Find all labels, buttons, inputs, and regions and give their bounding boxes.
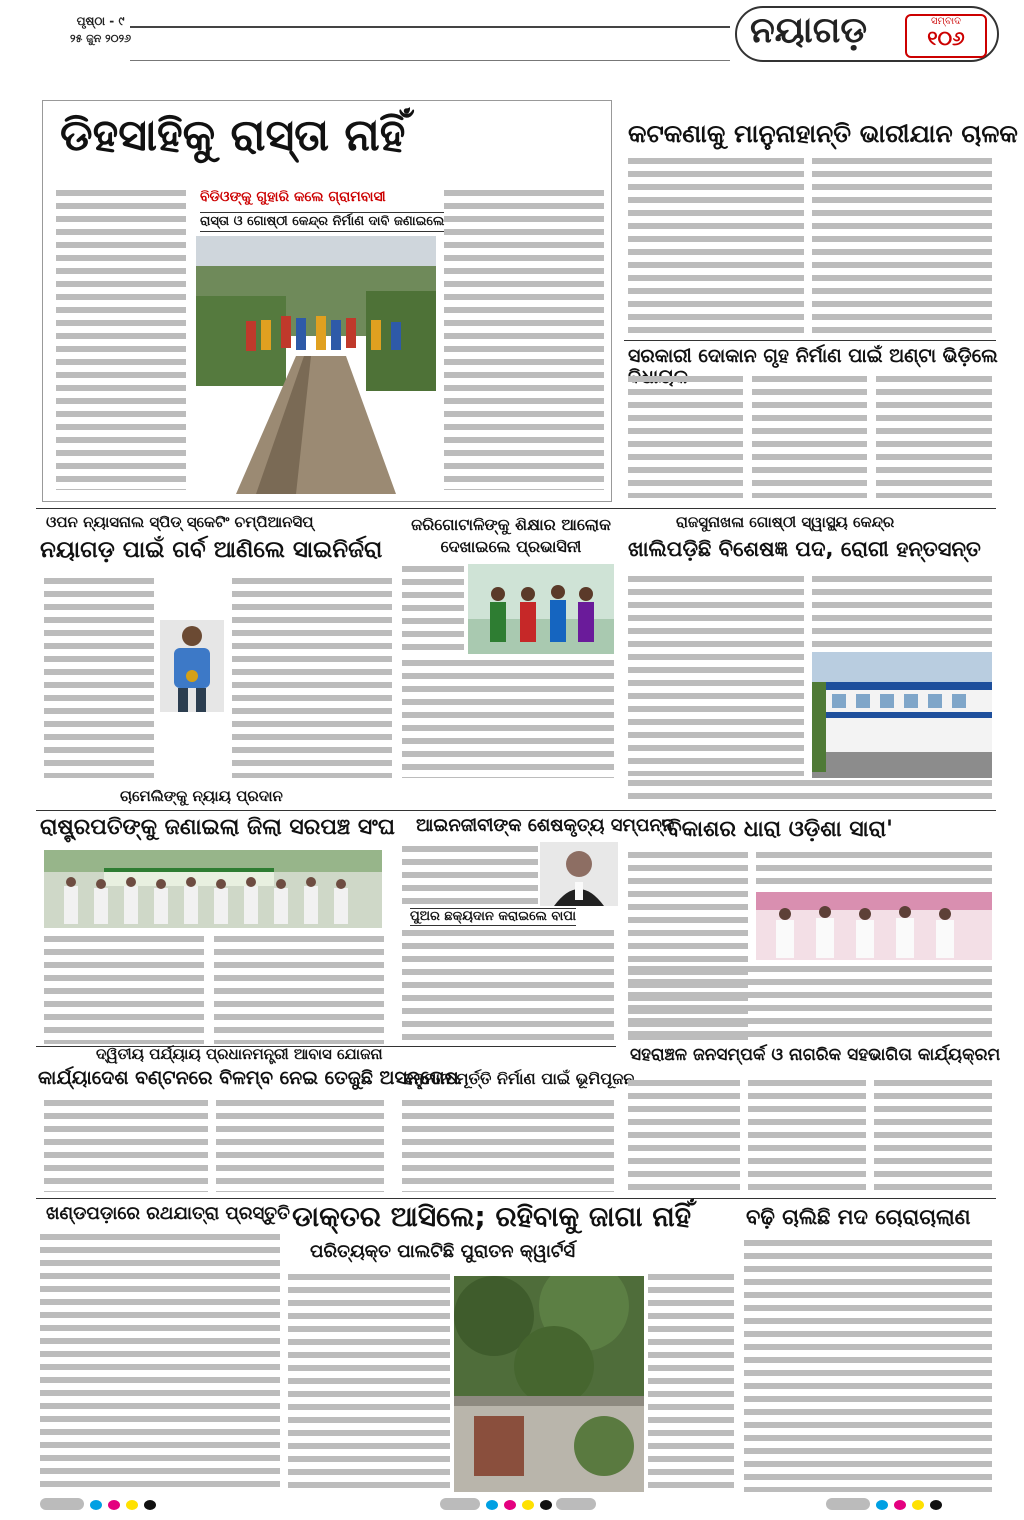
kicker-skating: ଓପନ ନ୍ୟାସନାଲ ସ୍ପିଡ୍ ସ୍କେଟିଂ ଚମ୍ପିଆନସିପ୍ xyxy=(46,513,314,531)
photo-vikash-event xyxy=(756,892,992,960)
headline-rathayatra: ଖଣ୍ଡପଡ଼ାରେ ରଥଯାତ୍ରା ପ୍ରସ୍ତୁତି xyxy=(46,1203,290,1224)
headline-hanuman: ହନୁମାନ ମୂର୍ତ୍ତି ନିର୍ମାଣ ପାଇଁ ଭୂମିପୂଜନ xyxy=(404,1069,635,1088)
body-sarpanch-col2 xyxy=(214,936,384,1044)
header-rule-lower xyxy=(130,60,730,61)
body-lawyer-col2 xyxy=(402,930,614,1044)
photo-lawyer-portrait xyxy=(540,842,618,906)
body-lawyer-col1 xyxy=(402,846,538,904)
body-skating-col2 xyxy=(232,578,392,778)
headline-sarpanch: ରାଷ୍ଟ୍ରପତିଙ୍କୁ ଜଣାଇଲା ଜିଲା ସରପଞ୍ଚ ସଂଘ xyxy=(40,815,395,840)
color-marks-center xyxy=(486,1500,552,1510)
headline-lawyer: ଆଇନଜୀବୀଙ୍କ ଶେଷକୃତ୍ୟ ସମ୍ପନ୍ନ xyxy=(416,815,675,836)
color-marks-left xyxy=(90,1500,156,1510)
footer-bar-right xyxy=(826,1498,870,1510)
rule-row4 xyxy=(36,1198,996,1199)
kicker-dihasahi: ରାସ୍ତା ଓ ଗୋଷ୍ଠୀ କେନ୍ଦ୍ର ନିର୍ମାଣ ଦାବି ଜଣାଇଲେ xyxy=(200,212,444,232)
body-urban-col2 xyxy=(748,1080,866,1192)
issue-date: ୨୫ ଜୁନ ୨୦୨୬ xyxy=(70,32,132,45)
body-doctor-col1 xyxy=(288,1274,450,1492)
body-heavy-vehicles-col2 xyxy=(812,158,992,338)
photo-skater xyxy=(160,620,224,712)
photo-education-group xyxy=(468,564,614,654)
body-pm-awas-col1 xyxy=(44,1100,208,1192)
page-number: ପୃଷ୍ଠା - ୯ xyxy=(76,14,125,28)
rule-a2 xyxy=(624,340,996,341)
body-liquor xyxy=(744,1240,992,1492)
body-vikash-col2 xyxy=(756,852,992,886)
body-health-col3 xyxy=(628,780,992,806)
kicker-health-centre: ରାଜସୁନାଖଳା ଗୋଷ୍ଠୀ ସ୍ୱାସ୍ଥ୍ୟ କେନ୍ଦ୍ର xyxy=(676,513,895,531)
body-dihasahi-col2 xyxy=(444,190,604,490)
headline-govt-shop: ସରକାରୀ ଦୋକାନ ଗୃହ ନିର୍ମାଣ ପାଇଁ ଅଣ୍ଟା ଭିଡ଼ିଲେ ବିଧାୟକ xyxy=(628,345,998,388)
body-dihasahi-col1 xyxy=(56,190,186,490)
headline-dihasahi: ଡିହସାହିକୁ ରାସ୍ତା ନାହିଁ xyxy=(60,110,406,161)
body-skating-col1 xyxy=(44,578,154,778)
caption-lawyer: ପୁଅର ଛକ୍ୟଦାନ କରାଇଲେ ବାପା xyxy=(410,908,576,926)
headline-skating: ନୟାଗଡ଼ ପାଇଁ ଗର୍ବ ଆଣିଲେ ସାଇନିର୍ଜରା xyxy=(40,537,383,563)
body-govt-shop-col3 xyxy=(876,376,992,498)
body-rathayatra xyxy=(40,1234,280,1492)
subhead-doctor-quarters: ପରିତ୍ୟକ୍ତ ପାଲଟିଛି ପୁରାତନ କ୍ୱାର୍ଟର୍ସ xyxy=(310,1241,576,1262)
headline-education: ଜରିଗୋଟାଳିଙ୍କୁ ଶିକ୍ଷାର ଆଲୋକ ଦେଖାଇଲେ ପ୍ରଭାସିନୀ xyxy=(411,515,611,556)
body-health-col2 xyxy=(812,576,992,648)
page-info xyxy=(70,12,131,48)
section-title: ନୟାଗଡ଼ xyxy=(750,10,868,51)
body-education-col1 xyxy=(402,566,464,650)
body-hanuman xyxy=(402,1100,614,1192)
headline-liquor-smuggling: ବଢ଼ି ଚାଲିଛି ମଦ ଚୋରାଚାଲାଣ xyxy=(746,1205,971,1229)
footer-bar-center-left xyxy=(440,1498,480,1510)
subhead-dihasahi: ବିଡିଓଙ୍କୁ ଗୁହାରି କଲେ ଗ୍ରାମବାସୀ xyxy=(200,189,386,205)
body-urban-col1 xyxy=(628,1080,740,1192)
body-doctor-col2 xyxy=(648,1274,734,1492)
kicker-sarpanch: ଚାମେଲିଙ୍କୁ ନ୍ୟାୟ ପ୍ରଦାନ xyxy=(120,787,283,805)
newspaper-logo: ସମ୍ବାଦ ୧୦୬ xyxy=(905,14,987,58)
body-health-col1 xyxy=(628,576,804,776)
photo-abandoned-quarters xyxy=(454,1276,644,1492)
headline-health-centre: ଖାଲିପଡ଼ିଛି ବିଶେଷଜ୍ଞ ପଦ, ରୋଗୀ ହନ୍ତସନ୍ତ xyxy=(628,537,981,561)
body-govt-shop-col1 xyxy=(628,376,743,498)
body-sarpanch-col1 xyxy=(44,936,204,1044)
headline-urban-outreach: ସହରାଞ୍ଚଳ ଜନସମ୍ପର୍କ ଓ ନାଗରିକ ସହଭାଗିତା କାର୍ଯ୍ୟକ୍ରମ xyxy=(630,1045,1001,1065)
body-heavy-vehicles-col1 xyxy=(628,158,804,338)
rule-row1 xyxy=(36,508,996,509)
body-vikash-col3 xyxy=(628,966,992,1042)
footer-bar-center-right xyxy=(556,1498,596,1510)
body-pm-awas-col2 xyxy=(216,1100,384,1192)
photo-health-building xyxy=(812,652,992,778)
rule-row2 xyxy=(36,810,996,811)
body-education-col2 xyxy=(402,660,614,778)
footer-bar-left xyxy=(40,1498,84,1510)
body-govt-shop-col2 xyxy=(752,376,867,498)
photo-villagers-road xyxy=(196,236,436,494)
color-marks-right xyxy=(876,1500,942,1510)
headline-pm-awas: କାର୍ଯ୍ୟାଦେଶ ବଣ୍ଟନରେ ବିଳମ୍ବ ନେଇ ତେଜୁଛି ଅସନ୍ତୋଷ xyxy=(38,1067,459,1089)
headline-heavy-vehicles: କଟକଣାକୁ ମାନୁନାହାନ୍ତି ଭାରୀଯାନ ଚାଳକ xyxy=(628,119,1018,148)
headline-doctor-quarters: ଡାକ୍ତର ଆସିଲେ; ରହିବାକୁ ଜାଗା ନାହିଁ xyxy=(292,1200,692,1233)
body-urban-col3 xyxy=(874,1080,992,1192)
header-rule xyxy=(130,26,730,28)
kicker-pm-awas: ଦ୍ୱିତୀୟ ପର୍ଯ୍ୟାୟ ପ୍ରଧାନମନ୍ତ୍ରୀ ଆବାସ ଯୋଜନା xyxy=(96,1045,383,1063)
headline-vikash: 'ବିକାଶର ଧାରା ଓଡ଼ିଶା ସାରା' xyxy=(660,817,893,842)
photo-sarpanch-rally xyxy=(44,850,382,928)
